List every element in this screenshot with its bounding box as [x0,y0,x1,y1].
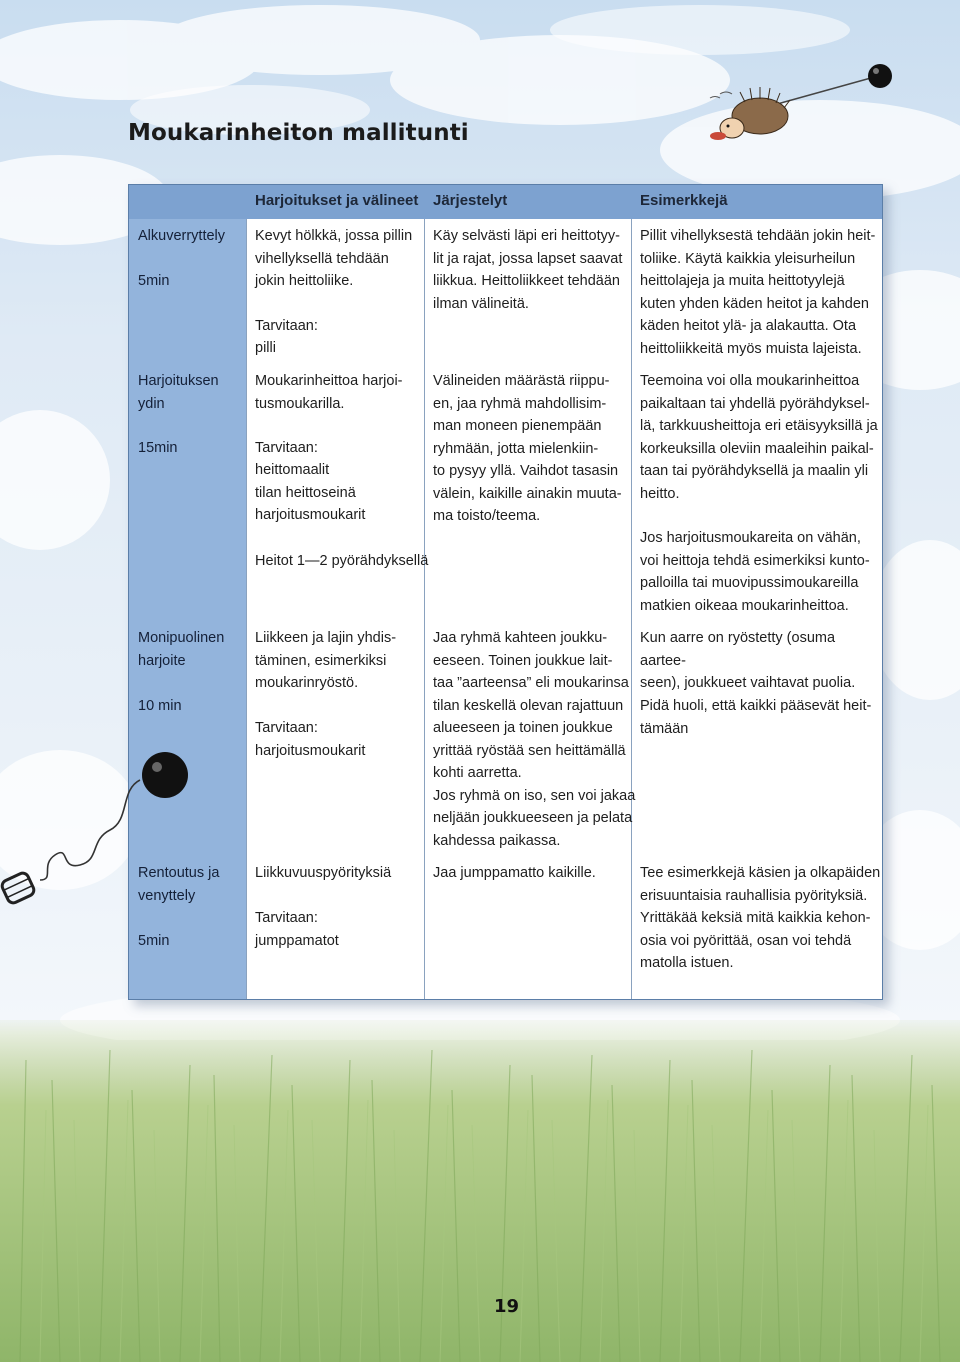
row-time: 10 min [138,698,182,714]
row-examples: Kun aarre on ryöstetty (osuma aartee- seen), joukkueet vaihtavat puolia. [640,630,856,691]
row-examples: Teemoina voi olla moukarinheittoa paikaltaan tai yhdellä pyörähdyksel- lä, tarkkuusheittoja eri etäisyyksillä ja korkeuksilla oleviin maaleihin paikal- taan tai pyörähdyksellä ja maalin yli heitto. [640,373,878,502]
row-time: 15min [138,440,178,456]
row-needed-label: Tarvitaan: [255,440,318,456]
row-arrangement: Välineiden määrästä riippu- en, jaa ryhmä mahdollisim- man moneen pienempään ryhmään, jotta mielenkiin- to pysyy yllä. Vaihdot tasasin välein, kaikille ainakin muuta- ma toisto/teema. [433,373,622,524]
page-number: 19 [494,1296,520,1317]
lesson-plan-table [128,184,883,1000]
column-divider [246,219,247,999]
hedgehog-throwing-icon [700,56,900,156]
row-needed: heittomaalit tilan heittoseinä harjoitusmoukarit [255,462,366,523]
row-needed: jumppamatot [255,933,339,949]
table-header [129,185,882,219]
row-examples: Pillit vihellyksestä tehdään jokin heit- toliike. Käytä kaikkia yleisurheilun heittolajeja ja muita heittotyylejä kuten yhden käden heitot ja kahden käden heitot ylä- ja alakautta. Ota heittoliikkeitä myös muista lajeista. [640,228,876,357]
row-arrangement: Jaa ryhmä kahteen joukku- eeseen. Toinen joukkue lait- taa ”aarteensa” eli moukarinsa tilan keskellä olevan rajattuun alueeseen ja toinen joukkue yrittää ryöstää sen heittämällä kohti aarretta. Jos ryhmä on iso, sen voi jakaa neljään joukkueeseen ja pelata kahdessa paikassa. [433,630,636,849]
row-exercise: Kevyt hölkkä, jossa pillin vihellyksellä tehdään jokin heittoliike. [255,228,413,289]
row-needed-label: Tarvitaan: [255,720,318,736]
row-category: Harjoituksen ydin [138,373,219,412]
row-category: Rentoutus ja venyttely [138,865,220,904]
row-examples: Tee esimerkkejä käsien ja olkapäiden erisuuntaisia rauhallisia pyörityksiä. Yrittäkää keksiä mitä kaikkia kehon- osia voi pyörittää, osan voi tehdä matolla istuen. [640,865,881,971]
row-needed-label: Tarvitaan: [255,910,318,926]
row-examples-2: Pidä huoli, että kaikki pääsevät heit- tämään [640,698,872,737]
row-examples-2: Jos harjoitusmoukareita on vähän, voi heittoja tehdä esimerkiksi kunto- palloilla tai muovipussimoukareilla matkien oikeaa moukarinheittoa. [640,530,870,614]
header-arrangements: Järjestelyt [433,192,508,209]
row-arrangement: Käy selvästi läpi eri heittotyy- lit ja rajat, jossa lapset saavat liikkua. Heittoliikkeet tehdään ilman välineitä. [433,228,623,312]
grass-background [0,1020,960,1362]
row-category: Monipuolinen harjoite [138,630,225,669]
row-exercise: Liikkeen ja lajin yhdis- täminen, esimerkiksi moukarinryöstö. [255,630,397,691]
row-needed-label: Tarvitaan: [255,318,318,334]
header-exercises: Harjoitukset ja välineet [255,192,419,209]
row-needed: harjoitusmoukarit [255,743,366,759]
row-time: 5min [138,273,170,289]
row-extra: Heitot 1—2 pyörähdyksellä [255,553,429,569]
row-arrangement: Jaa jumppamatto kaikille. [433,865,596,881]
column-divider [424,219,425,999]
page-title: Moukarinheiton mallitunti [128,120,469,146]
row-needed: pilli [255,340,276,356]
column-divider [631,219,632,999]
hammer-ball-icon [0,740,200,920]
header-examples: Esimerkkejä [640,192,728,209]
row-exercise: Moukarinheittoa harjoi- tusmoukarilla. [255,373,403,412]
row-exercise: Liikkuvuuspyörityksiä [255,865,392,881]
row-category: Alkuverryttely [138,228,226,244]
row-time: 5min [138,933,170,949]
